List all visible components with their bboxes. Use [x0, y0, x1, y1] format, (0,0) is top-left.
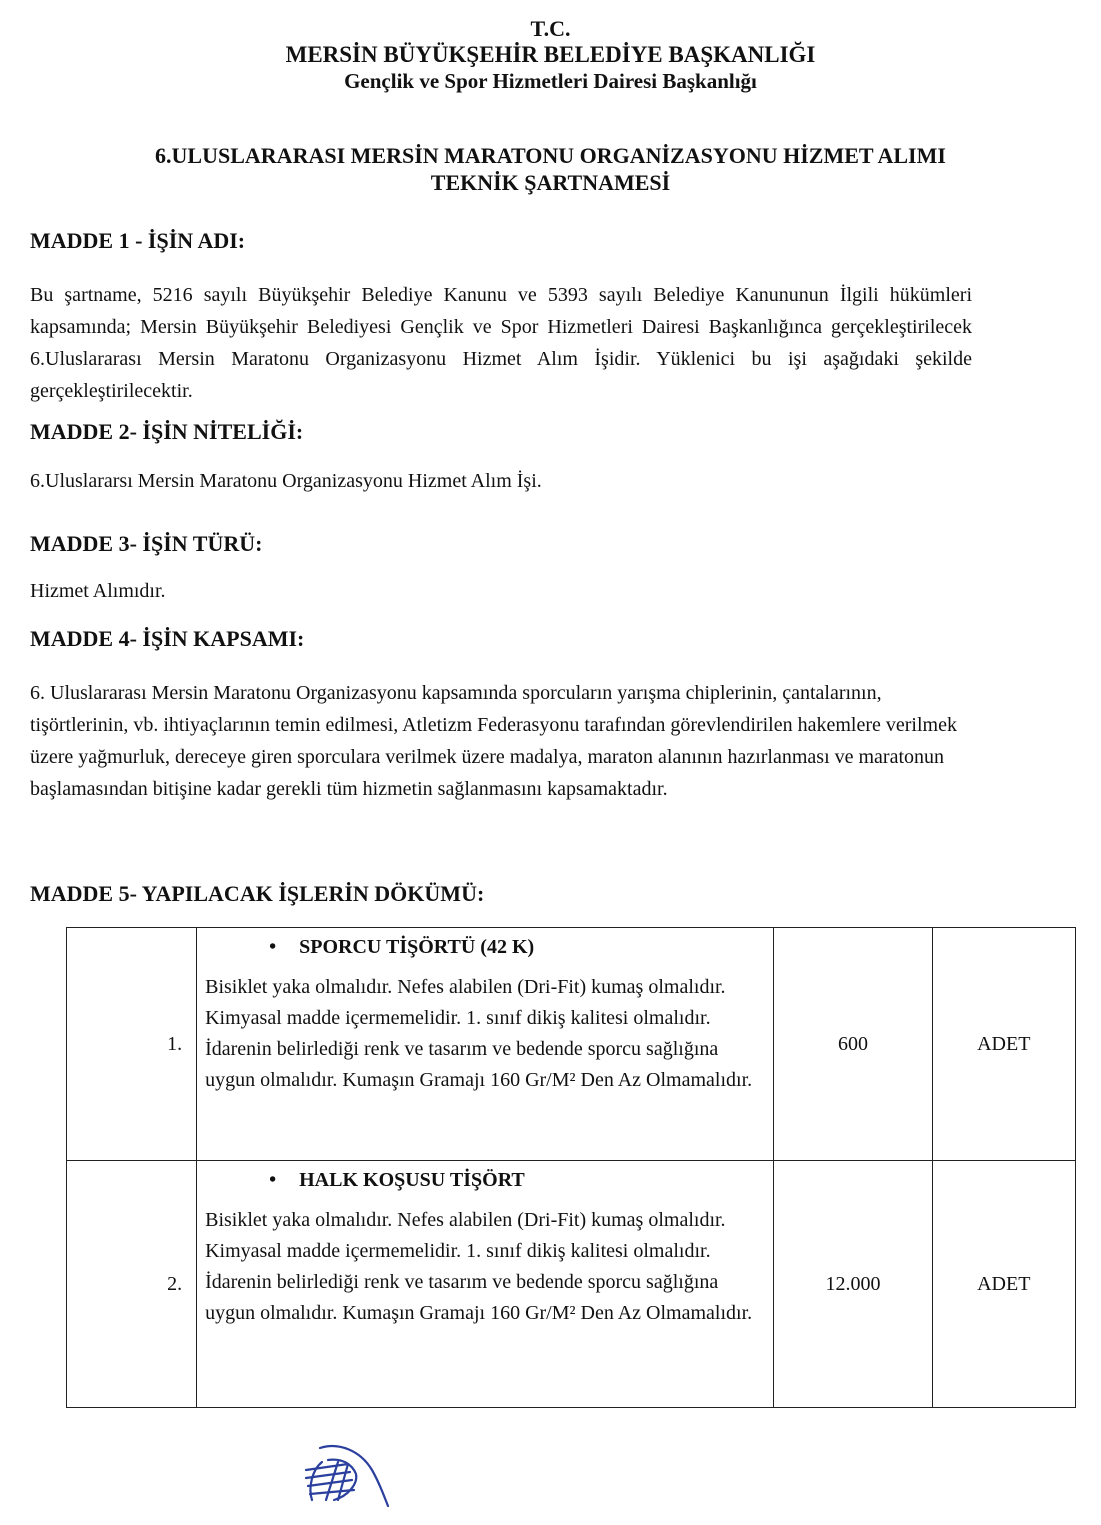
item-description-cell	[197, 928, 774, 1161]
section-text-3: Hizmet Alımıdır.	[30, 580, 166, 602]
item-unit: ADET	[932, 928, 1075, 1161]
section-heading-3: MADDE 3- İŞİN TÜRÜ:	[30, 531, 263, 556]
document-title	[0, 142, 1101, 196]
title-line-1: 6.ULUSLARARASI MERSİN MARATONU ORGANİZASYONU HİZMET ALIMI	[155, 143, 946, 168]
section-heading-5: MADDE 5- YAPILACAK İŞLERİN DÖKÜMÜ:	[30, 881, 485, 906]
item-description-cell	[197, 1161, 774, 1408]
item-number: 1.	[67, 928, 197, 1161]
item-description: Bisiklet yaka olmalıdır. Nefes alabilen (Dri-Fit) kumaş olmalıdır. Kimyasal madde içermemelidir. 1. sınıf dikiş kalitesi olmalıdır. İdarenin belirlediği renk ve tasarım ve bedende sporcu sağlığına uygun olmalıdır. Kumaşın Gramajı 160 Gr/M² Den Az Olmamalıdır.	[205, 976, 753, 1091]
item-quantity: 12.000	[774, 1161, 932, 1408]
table-row	[67, 1161, 1076, 1408]
bullet-icon: •	[269, 936, 277, 958]
section-text-2: 6.Uluslararsı Mersin Maratonu Organizasyonu Hizmet Alım İşi.	[30, 470, 542, 492]
bullet-icon: •	[269, 1169, 277, 1191]
header-tc: T.C.	[530, 16, 571, 41]
items-table	[66, 927, 1076, 1408]
item-number: 2.	[67, 1161, 197, 1408]
header-department: Gençlik ve Spor Hizmetleri Dairesi Başkanlığı	[344, 69, 757, 93]
item-title-text: HALK KOŞUSU TİŞÖRT	[299, 1169, 525, 1191]
item-title-text: SPORCU TİŞÖRTÜ (42 K)	[299, 936, 535, 958]
title-line-2: TEKNİK ŞARTNAMESİ	[430, 170, 671, 195]
item-unit: ADET	[932, 1161, 1075, 1408]
item-title	[205, 1167, 761, 1193]
item-description: Bisiklet yaka olmalıdır. Nefes alabilen (Dri-Fit) kumaş olmalıdır. Kimyasal madde içermemelidir. 1. sınıf dikiş kalitesi olmalıdır. İdarenin belirlediği renk ve tasarım ve bedende sporcu sağlığına uygun olmalıdır. Kumaşın Gramajı 160 Gr/M² Den Az Olmamalıdır.	[205, 1209, 753, 1324]
table-row	[67, 928, 1076, 1161]
item-quantity: 600	[774, 928, 932, 1161]
signature-icon	[298, 1440, 392, 1510]
section-heading-2: MADDE 2- İŞİN NİTELİĞİ:	[30, 419, 304, 444]
item-title	[205, 934, 761, 960]
document-header	[0, 16, 1101, 94]
header-municipality: MERSİN BÜYÜKŞEHİR BELEDİYE BAŞKANLIĞI	[285, 42, 816, 67]
section-text-4: 6. Uluslararası Mersin Maratonu Organizasyonu kapsamında sporcuların yarışma chiplerinin, çantalarının, tişörtlerinin, vb. ihtiyaçlarının temin edilmesi, Atletizm Federasyonu tarafından görevlendirilen hakemlere verilmek üzere yağmurluk, dereceye giren sporculara verilmek üzere madalya, maraton alanının hazırlanması ve maratonun başlamasından bitişine kadar gerekli tüm hizmetin sağlanmasını kapsamaktadır.	[30, 682, 957, 800]
section-heading-4: MADDE 4- İŞİN KAPSAMI:	[30, 626, 305, 651]
section-text-1: Bu şartname, 5216 sayılı Büyükşehir Belediye Kanunu ve 5393 sayılı Belediye Kanununun İlgili hükümleri kapsamında; Mersin Büyükşehir Belediyesi Gençlik ve Spor Hizmetleri Dairesi Başkanlığınca gerçekleştirilecek 6.Uluslararası Mersin Maratonu Organizasyonu Hizmet Alım İşidir. Yüklenici bu işi aşağıdaki şekilde gerçekleştirilecektir.	[30, 284, 972, 402]
section-heading-1: MADDE 1 - İŞİN ADI:	[30, 228, 246, 253]
